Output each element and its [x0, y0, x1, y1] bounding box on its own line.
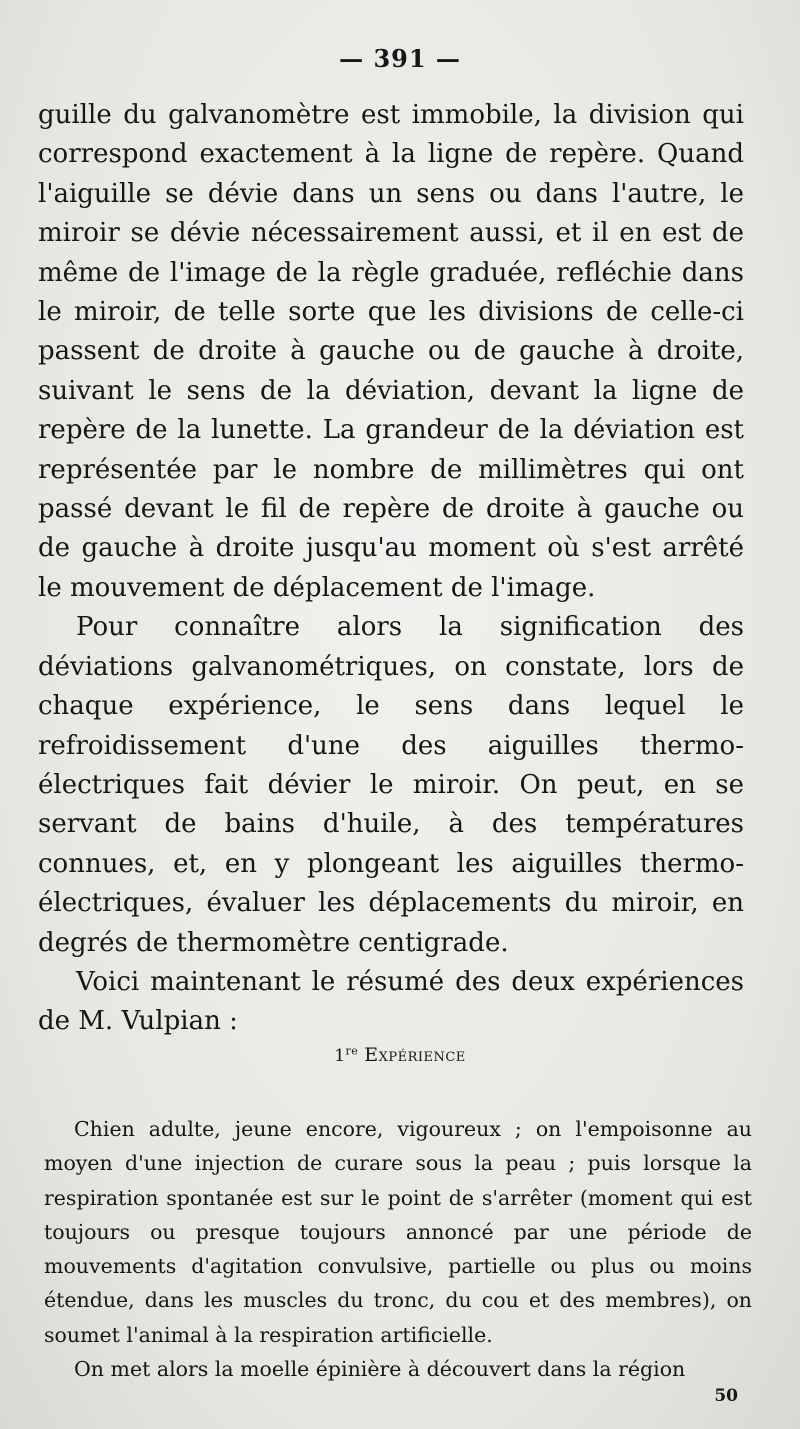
- section-number-suffix: re: [345, 1044, 359, 1058]
- experiment-text: [44, 1112, 752, 1386]
- section-title: Expérience: [364, 1044, 466, 1066]
- page-number-header: — 391 —: [339, 44, 461, 73]
- experiment-paragraph-2: On met alors la moelle épinière à découvert dans la région: [74, 1357, 686, 1382]
- paragraph-deviations: Pour connaître alors la signification des déviations galvanométriques, on constate, lors de chaque expérience, le sens dans lequel le refroidissement d'une des aiguilles thermo-électriques fait dévier le miroir. On peut, en se servant de bains d'huile, à des températures connues, et, en y plongeant les aiguilles thermo-électriques, évaluer les déplacements du miroir, en degrés de thermomètre centigrade.: [38, 612, 744, 958]
- main-body-text: [38, 96, 744, 1042]
- section-number: 1: [334, 1046, 346, 1066]
- paragraph-summary-intro: Voici maintenant le résumé des deux expériences de M. Vulpian :: [38, 966, 744, 1037]
- paragraph-continuation: guille du galvanomètre est immobile, la division qui correspond exactement à la ligne de repère. Quand l'aiguille se dévie dans un sens ou dans l'autre, le miroir se dévie nécessairement aussi, et il en est de même de l'image de la règle graduée, refléchie dans le miroir, de telle sorte que les divisions de celle-ci passent de droite à gauche ou de gauche à droite, suivant le sens de la déviation, devant la ligne de repère de la lunette. La grandeur de la déviation est représentée par le nombre de millimètres qui ont passé devant le fil de repère de droite à gauche ou de gauche à droite jusqu'au moment où s'est arrêté le mouvement de déplacement de l'image.: [38, 100, 744, 603]
- signature-mark: 50: [714, 1386, 738, 1406]
- experiment-paragraph-1: Chien adulte, jeune encore, vigoureux ; on l'empoisonne au moyen d'une injection de curare sous la peau ; puis lorsque la respiration spontanée est sur le point de s'arrêter (moment qui est toujours ou presque toujours annoncé par une période de mouvements d'agitation convulsive, partielle ou plus ou moins étendue, dans les muscles du tronc, du cou et des membres), on soumet l'animal à la respiration artificielle.: [44, 1117, 752, 1347]
- section-heading: [0, 1044, 800, 1066]
